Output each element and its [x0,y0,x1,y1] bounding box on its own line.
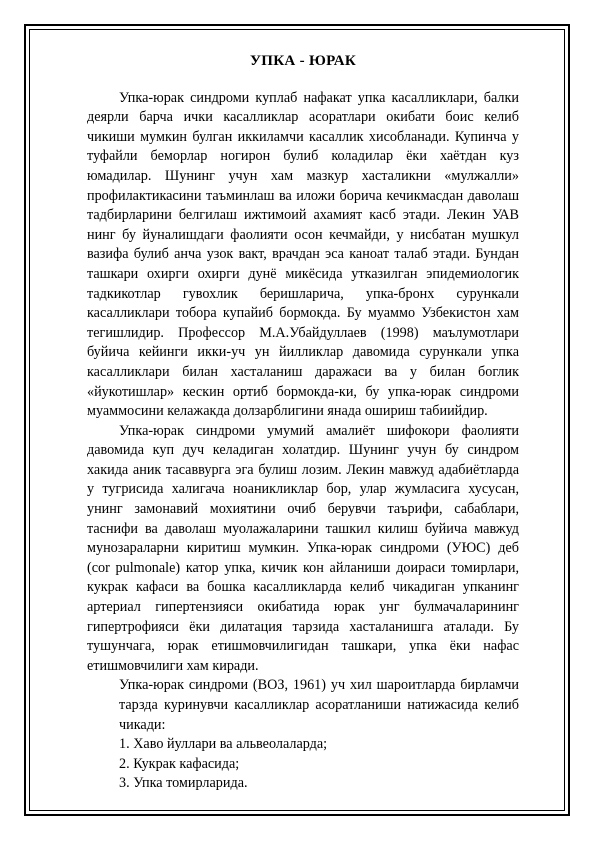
paragraph-1: Упка-юрак синдроми куплаб нафакат упка касалликлари, балки деярли барча ички касалликлар асоратлари окибати боис келиб чикиши мумкин булган иккиламчи касаллик хисобланади. Купинча у туфайли беморлар ногирон булиб коладилар ёки хаётдан куз юмадилар. Шунинг учун хам мазкур хасталикни «мулжалли» профилактикасини таъминлаш ва иложи борича кечикмасдан даволаш тадбирларини белгилаш ижтимоий ахамият касб этади. Лекин УАВ нинг бу йуналишдаги фаолияти осон кечмайди, у нисбатан мушкул вазифа булиб анча узок вакт, врачдан эса каноат талаб этади. Бундан ташкари охирги охирги дунё микёсида утказилган эпидемиологик тадкикотлар гувохлик беришларича, упка-бронх сурункали касалликлари тобора купайиб бормокда. Бу муаммо Узбекистон хам тегишлидир. Профессор М.А.Убайдуллаев (1998) маълумотлари буйича кейинги икки-уч ун йилликлар давомида сурункали упка касалликлари билан хасталаниш даражаси ва у билан боглик «йукотишлар» кескин ортиб бормокда-ки, бу упка-юрак синдроми муаммосини келажакда долзарблигини янада ошириш табиийдир. [87,89,519,420]
list-item-2: 2. Кукрак кафасида; [119,755,240,772]
list-section [87,676,519,794]
page-title: УПКА - ЮРАК [249,53,357,69]
list-item-3: 3. Упка томирларида. [119,775,248,792]
paragraph-2: Упка-юрак синдроми умумий амалиёт шифокори фаолияти давомида куп дуч келадиган холатдир. Шунинг учун бу синдром хакида аник тасаввурга эга булиш лозим. Лекин мавжуд адабиётларда у тугрисида халигача ноаникликлар бор, улар жумласига хусусан, унинг замонавий мохиятини очиб берувчи таърифи, сабаблари, таснифи ва даволаш муолажаларини ташкил килиш буйича мавжуд мунозараларни киритиш мумкин. Упка-юрак синдроми (УЮС) деб (cor pulmonale) катор упка, кичик кон айланиши доираси томирлари, кукрак кафаси ва бошка касалликларда келиб чикадиган упканинг артериал гипертензияси окибатида юрак унг булмачаларининг гипертрофияси ёки дилатация тарзида хасталанишга аталади. Бу тушунчага, юрак етишмовчилигидан ташкари, упка ёки нафас етишмовчилиги хам киради. [87,422,519,674]
list-intro: Упка-юрак синдроми (ВОЗ, 1961) уч хил шароитларда бирламчи тарзда куринувчи касалликлар асоратланиши натижасида келиб чикади: [119,677,519,733]
list-item-1: 1. Хаво йуллари ва альвеолаларда; [119,736,328,753]
document-body [87,52,519,794]
